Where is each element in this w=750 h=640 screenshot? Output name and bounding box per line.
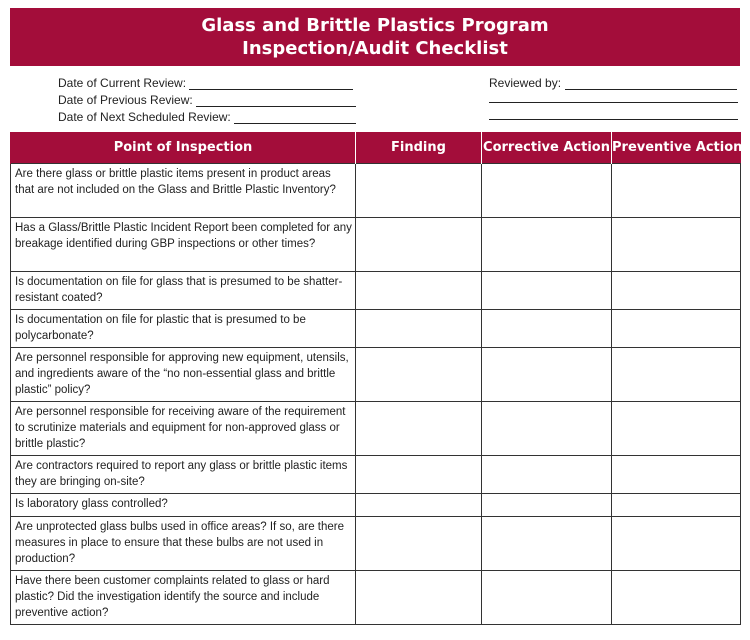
corrective-action-cell[interactable]	[482, 218, 612, 272]
column-header-point-of-inspection: Point of Inspection	[11, 132, 356, 164]
current-review-label: Date of Current Review:	[58, 76, 187, 90]
inspection-question: Is documentation on file for glass that is presumed to be shatter-resistant coated?	[11, 272, 356, 310]
column-header-corrective-action: Corrective Action	[482, 132, 612, 164]
finding-cell[interactable]	[356, 571, 482, 625]
corrective-action-cell[interactable]	[482, 571, 612, 625]
table-row	[11, 402, 741, 456]
inspection-question: Are personnel responsible for receiving aware of the requirement to scrutinize materials and equipment for non-approved glass or brittle plastic?	[11, 402, 356, 456]
reviewed-by-row	[489, 74, 737, 90]
inspection-question: Are unprotected glass bulbs used in office areas? If so, are there measures in place to ensure that these bulbs are not used in production?	[11, 517, 356, 571]
table-row	[11, 310, 741, 348]
corrective-action-cell[interactable]	[482, 402, 612, 456]
table-row	[11, 218, 741, 272]
preventive-action-cell[interactable]	[612, 402, 741, 456]
reviewed-by-line-3[interactable]	[489, 119, 738, 120]
table-row	[11, 517, 741, 571]
next-review-row	[58, 108, 356, 124]
current-review-row	[58, 74, 353, 90]
preventive-action-cell[interactable]	[612, 218, 741, 272]
table-row	[11, 456, 741, 494]
finding-cell[interactable]	[356, 164, 482, 218]
reviewed-by-label: Reviewed by:	[489, 76, 562, 90]
reviewed-by-line-2[interactable]	[489, 102, 738, 103]
finding-cell[interactable]	[356, 402, 482, 456]
finding-cell[interactable]	[356, 218, 482, 272]
inspection-question: Are there glass or brittle plastic items present in product areas that are not included on the Glass and Brittle Plastic Inventory?	[11, 164, 356, 218]
preventive-action-cell[interactable]	[612, 494, 741, 517]
table-row	[11, 272, 741, 310]
corrective-action-cell[interactable]	[482, 310, 612, 348]
inspection-checklist-table	[10, 132, 741, 625]
preventive-action-cell[interactable]	[612, 272, 741, 310]
inspection-question: Are contractors required to report any glass or brittle plastic items they are bringing on-site?	[11, 456, 356, 494]
preventive-action-cell[interactable]	[612, 310, 741, 348]
document-subtitle: Inspection/Audit Checklist	[242, 38, 508, 59]
finding-cell[interactable]	[356, 310, 482, 348]
finding-cell[interactable]	[356, 517, 482, 571]
preventive-action-cell[interactable]	[612, 348, 741, 402]
corrective-action-cell[interactable]	[482, 456, 612, 494]
preventive-action-cell[interactable]	[612, 456, 741, 494]
next-review-field[interactable]	[234, 111, 356, 124]
current-review-field[interactable]	[189, 77, 353, 90]
column-header-preventive-action: Preventive Action	[612, 132, 741, 164]
corrective-action-cell[interactable]	[482, 494, 612, 517]
inspection-question: Is documentation on file for plastic that is presumed to be polycarbonate?	[11, 310, 356, 348]
preventive-action-cell[interactable]	[612, 517, 741, 571]
title-banner	[10, 8, 740, 66]
previous-review-label: Date of Previous Review:	[58, 93, 193, 107]
document-title: Glass and Brittle Plastics Program	[201, 15, 549, 36]
table-header-row	[11, 132, 741, 164]
corrective-action-cell[interactable]	[482, 348, 612, 402]
previous-review-row	[58, 91, 356, 107]
preventive-action-cell[interactable]	[612, 571, 741, 625]
finding-cell[interactable]	[356, 348, 482, 402]
table-row	[11, 494, 741, 517]
next-review-label: Date of Next Scheduled Review:	[58, 110, 231, 124]
inspection-question: Are personnel responsible for approving new equipment, utensils, and ingredients aware of the “no non-essential glass and brittle plastic” policy?	[11, 348, 356, 402]
inspection-question: Have there been customer complaints related to glass or hard plastic? Did the investigation identify the source and include preventive action?	[11, 571, 356, 625]
corrective-action-cell[interactable]	[482, 272, 612, 310]
corrective-action-cell[interactable]	[482, 164, 612, 218]
finding-cell[interactable]	[356, 494, 482, 517]
previous-review-field[interactable]	[196, 94, 356, 107]
inspection-question: Has a Glass/Brittle Plastic Incident Report been completed for any breakage identified during GBP inspections or other times?	[11, 218, 356, 272]
column-header-finding: Finding	[356, 132, 482, 164]
corrective-action-cell[interactable]	[482, 517, 612, 571]
finding-cell[interactable]	[356, 456, 482, 494]
inspection-question: Is laboratory glass controlled?	[11, 494, 356, 517]
table-row	[11, 348, 741, 402]
table-row	[11, 164, 741, 218]
reviewed-by-field[interactable]	[565, 77, 737, 90]
finding-cell[interactable]	[356, 272, 482, 310]
preventive-action-cell[interactable]	[612, 164, 741, 218]
table-row	[11, 571, 741, 625]
